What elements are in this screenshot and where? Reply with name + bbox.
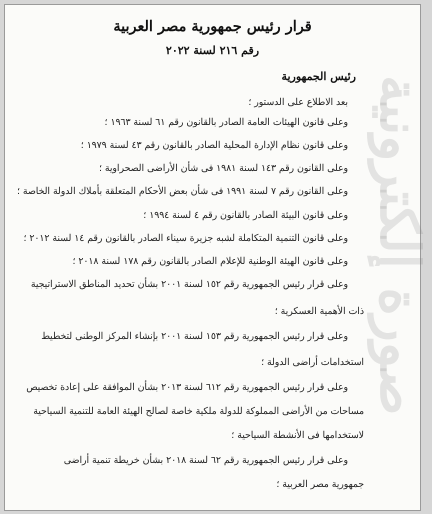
gazette-page: [4, 4, 432, 511]
preamble-line: مساحات من الأراضى المملوكة للدولة ملكية خاصة لصالح الهيئة العامة للتنمية السياحية: [33, 406, 364, 417]
preamble-line: وعلى قانون التنمية المتكاملة لشبه جزيرة سيناء الصادر بالقانون رقم ١٤ لسنة ٢٠١٢ ؛: [23, 233, 348, 244]
watermark: صورة إلكترونية: [368, 74, 432, 416]
preamble-line: وعلى قانون البيئة الصادر بالقانون رقم ٤ لسنة ١٩٩٤ ؛: [143, 210, 348, 221]
preamble-line: استخدامات أراضى الدولة ؛: [261, 357, 364, 368]
preamble-line: وعلى قرار رئيس الجمهورية رقم ٦١٢ لسنة ٢٠١٣ بشأن الموافقة على إعادة تخصيص: [26, 382, 348, 393]
decree-number: رقم ٢١٦ لسنة ٢٠٢٢: [165, 44, 260, 57]
preamble-line: لاستخدامها فى الأنشطة السياحية ؛: [231, 430, 364, 441]
preamble-line: وعلى القانون رقم ٧ لسنة ١٩٩١ فى شأن بعض الأحكام المتعلقة بأملاك الدولة الخاصة ؛: [16, 186, 348, 197]
decree-title: قرار رئيس جمهورية مصر العربية: [113, 18, 312, 35]
president-heading: رئيس الجمهورية: [281, 70, 356, 83]
preamble-line: وعلى قانون نظام الإدارة المحلية الصادر بالقانون رقم ٤٣ لسنة ١٩٧٩ ؛: [80, 140, 348, 151]
preamble-line: وعلى القانون رقم ١٤٣ لسنة ١٩٨١ فى شأن الأراضى الصحراوية ؛: [98, 163, 348, 174]
preamble-line: وعلى قانون الهيئة الوطنية للإعلام الصادر بالقانون رقم ١٧٨ لسنة ٢٠١٨ ؛: [72, 256, 348, 267]
preamble-line: وعلى قرار رئيس الجمهورية رقم ١٥٢ لسنة ٢٠٠١ بشأن تحديد المناطق الاستراتيجية: [30, 279, 348, 290]
preamble-line: وعلى قرار رئيس الجمهورية رقم ١٥٣ لسنة ٢٠٠١ بإنشاء المركز الوطنى لتخطيط: [41, 331, 348, 342]
preamble-line: ذات الأهمية العسكرية ؛: [274, 306, 364, 317]
preamble-line: جمهورية مصر العربية ؛: [276, 479, 364, 490]
preamble-line: بعد الاطلاع على الدستور ؛: [248, 97, 348, 108]
preamble-line: وعلى قانون الهيئات العامة الصادر بالقانون رقم ٦١ لسنة ١٩٦٣ ؛: [104, 117, 348, 128]
preamble-line: وعلى قرار رئيس الجمهورية رقم ٦٢ لسنة ٢٠١٨ بشأن خريطة تنمية أراضى: [63, 455, 348, 466]
